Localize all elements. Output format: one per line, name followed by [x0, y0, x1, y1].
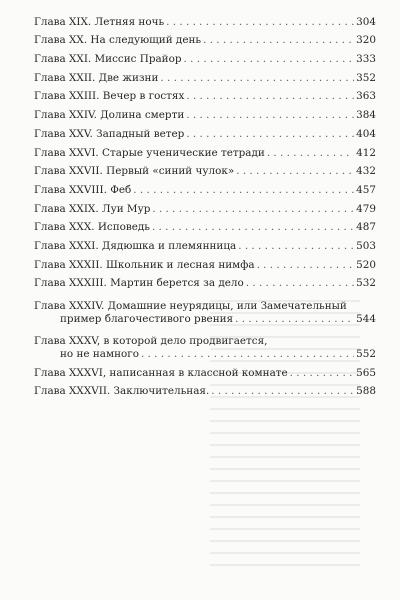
toc-entry-title: Глава XXVI. Старые ученические тетради — [34, 146, 265, 159]
leader-dots — [235, 313, 354, 326]
toc-entry — [34, 47, 376, 66]
leader-dots — [203, 34, 354, 47]
toc-entry-title: Глава XXXVI, написанная в классной комнате — [34, 366, 288, 379]
toc-entry-multiline — [34, 290, 376, 325]
leader-dots — [267, 147, 354, 160]
toc-entry-page: 552 — [356, 348, 376, 361]
toc-entry-page: 532 — [356, 277, 376, 290]
leader-dots — [152, 221, 354, 234]
toc-entry — [34, 234, 376, 253]
toc-entry-lastline — [34, 348, 376, 361]
toc-entry-page: 487 — [356, 221, 376, 234]
toc-entry-page: 520 — [356, 258, 376, 271]
leader-dots — [141, 348, 354, 361]
leader-dots — [290, 367, 354, 380]
toc-entry-title: Глава XXIII. Вечер в гостях — [34, 90, 185, 103]
leader-dots — [246, 277, 354, 290]
toc-entry — [34, 197, 376, 216]
toc-entry-title: Глава XXV. Западный ветер — [34, 127, 185, 140]
leader-dots — [166, 16, 354, 29]
toc-entry-title: Глава XXXII. Школьник и лесная нимфа — [34, 258, 255, 271]
toc-entry-title: Глава XXIX. Луи Мур — [34, 202, 151, 215]
toc-entry-page: 544 — [356, 312, 376, 325]
toc-entry-page: 503 — [356, 239, 376, 252]
toc-entry-page: 363 — [356, 90, 376, 103]
toc-entry — [34, 272, 376, 291]
toc-entry — [34, 29, 376, 48]
toc-entry-title: Глава XXII. Две жизни — [34, 71, 159, 84]
leader-dots — [238, 240, 354, 253]
leader-dots — [186, 109, 354, 122]
toc-entry-title: Глава XXXVII. Заключительная. — [34, 385, 210, 398]
toc-entry-title: Глава XXVIII. Феб — [34, 183, 132, 196]
toc-entry-title: Глава XXIV. Долина смерти — [34, 109, 185, 122]
toc-entry-title: Глава XXXIII. Мартин берется за дело — [34, 277, 244, 290]
toc-entry-title: Глава XXXI. Дядюшка и племянница — [34, 239, 237, 252]
toc-entry-title: Глава XX. На следующий день — [34, 34, 202, 47]
toc-entry — [34, 216, 376, 235]
toc-entry-title: Глава XXX. Исповедь — [34, 221, 150, 234]
toc-entry — [34, 253, 376, 272]
toc-entry-page: 588 — [356, 385, 376, 398]
toc-entry — [34, 103, 376, 122]
leader-dots — [160, 72, 354, 85]
toc-entry-title-line2: пример благочестивого рвения — [60, 312, 234, 325]
toc-entry — [34, 85, 376, 104]
leader-dots — [184, 53, 354, 66]
leader-dots — [257, 259, 354, 272]
toc-entry-page: 412 — [356, 146, 376, 159]
leader-dots — [133, 184, 354, 197]
leader-dots — [236, 165, 354, 178]
toc-entry — [34, 160, 376, 179]
toc-entry-title-line2: но не намного — [60, 348, 139, 361]
toc-entry-page: 457 — [356, 183, 376, 196]
toc-entry-page: 404 — [356, 127, 376, 140]
leader-dots — [186, 90, 354, 103]
toc-entry-title: Глава XXVII. Первый «синий чулок» — [34, 165, 235, 178]
toc-entry-lastline — [34, 313, 376, 326]
toc-entry-page: 333 — [356, 53, 376, 66]
toc-entry-page: 565 — [356, 366, 376, 379]
toc-entry-title: Глава XXI. Миссис Прайор — [34, 53, 182, 66]
toc-entry-title-line1: Глава XXXIV. Домашние неурядицы, или Замечательный — [34, 299, 347, 312]
toc-entry-page: 352 — [356, 71, 376, 84]
toc-entry — [34, 66, 376, 85]
table-of-contents — [34, 10, 376, 398]
leader-dots — [152, 203, 354, 216]
toc-entry-title: Глава XIX. Летняя ночь — [34, 15, 165, 28]
toc-entry — [34, 10, 376, 29]
toc-entry-page: 384 — [356, 109, 376, 122]
toc-entry-multiline — [34, 326, 376, 361]
leader-dots — [186, 128, 354, 141]
toc-entry — [34, 122, 376, 141]
toc-entry-page: 479 — [356, 202, 376, 215]
toc-entry-page: 320 — [356, 34, 376, 47]
leader-dots — [211, 385, 354, 398]
toc-entry — [34, 178, 376, 197]
toc-entry — [34, 361, 376, 380]
toc-entry — [34, 380, 376, 399]
toc-entry-title-line1: Глава XXXV, в которой дело продвигается, — [34, 335, 268, 348]
toc-entry-page: 432 — [356, 165, 376, 178]
toc-entry — [34, 141, 376, 160]
toc-entry-page: 304 — [356, 15, 376, 28]
